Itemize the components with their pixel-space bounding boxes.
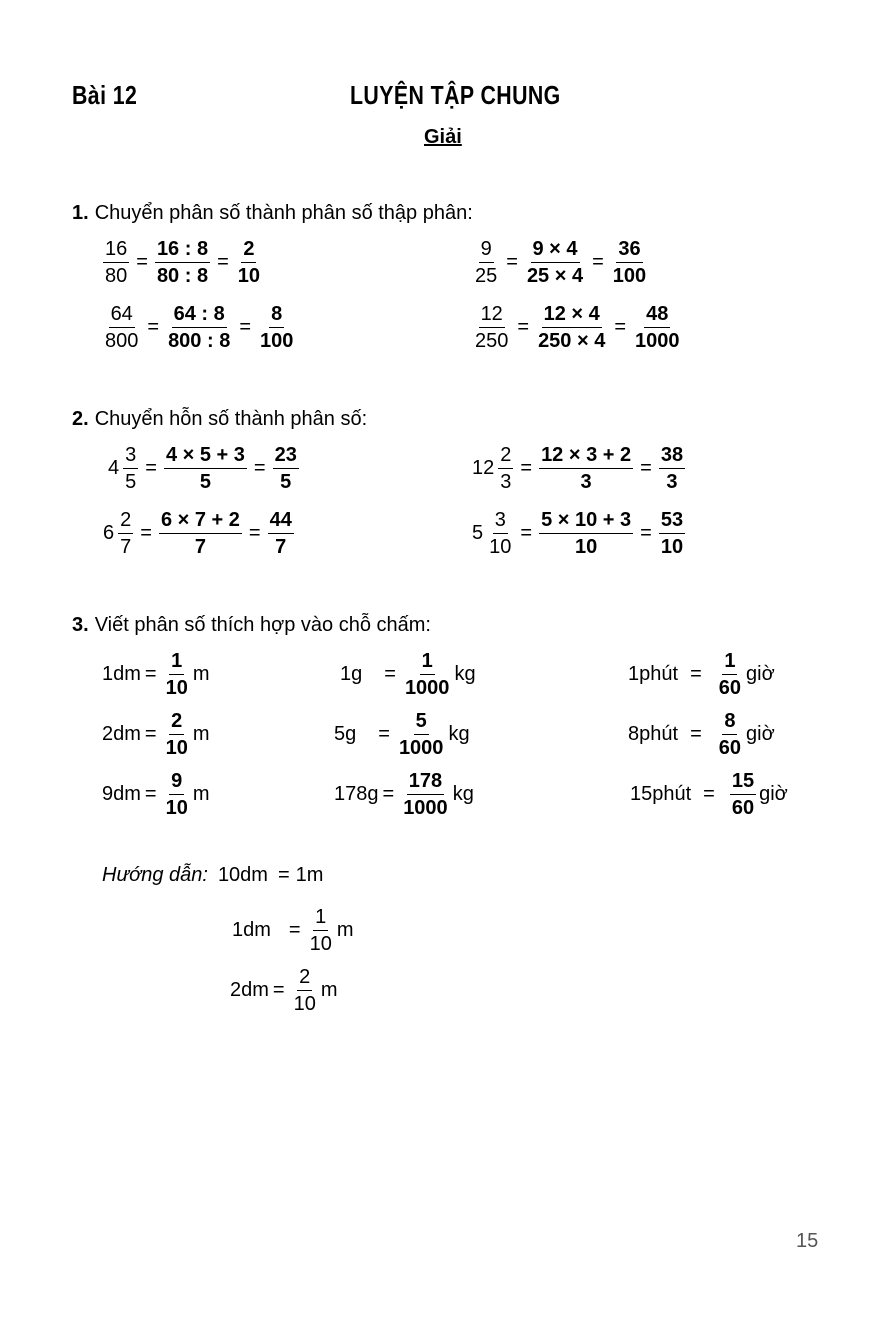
- question-3-number: 3.: [72, 614, 89, 636]
- q3-item: 1dm = $\frac{1}{10}$ m: [102, 650, 210, 699]
- lesson-number: Bài 12: [72, 80, 138, 110]
- fraction: $\frac{2}{3}$: [500, 444, 512, 493]
- fraction: $\frac{178}{1000}$: [403, 770, 448, 819]
- fraction: $\frac{3}{5}$: [125, 444, 137, 493]
- q3-item: 2dm = $\frac{2}{10}$ m: [102, 710, 210, 759]
- section-subtitle: Giải: [424, 126, 462, 148]
- fraction: $\frac{64}{800}$: [105, 303, 139, 352]
- fraction: $\frac{53}{10}$: [660, 509, 684, 558]
- question-1: [72, 202, 473, 225]
- guide-line: Hướng dẫn: 10dm = 1m: [102, 864, 324, 886]
- fraction: $\frac{8}{60}$: [718, 710, 741, 759]
- question-2-number: 2.: [72, 408, 89, 430]
- fraction: $\frac{48}{1000}$: [635, 303, 680, 352]
- q3-item: 178g = $\frac{178}{1000}$ kg: [334, 770, 474, 819]
- q1-equation-2: $\frac{9}{25}$ = $\frac{9 \times 4}{25 \times 4}$ = $\frac{36}{100}$: [475, 238, 647, 287]
- fraction: $\frac{4 \times 5 + 3}{5}$: [165, 444, 245, 493]
- fraction: $\frac{15}{60}$: [731, 770, 755, 819]
- fraction: $\frac{9}{10}$: [165, 770, 188, 819]
- fraction: $\frac{2}{10}$: [237, 238, 261, 287]
- q2-equation-2: 12 $\frac{2}{3}$ = $\frac{12 \times 3 + 2}{3}$ = $\frac{38}{3}$: [472, 444, 684, 493]
- q3-item: 5g = $\frac{5}{1000}$ kg: [334, 710, 470, 759]
- fraction: $\frac{12 \times 4}{250 \times 4}$: [538, 303, 606, 352]
- q2-equation-3: 6 $\frac{2}{7}$ = $\frac{6 \times 7 + 2}{7}$ = $\frac{44}{7}$: [103, 509, 292, 558]
- fraction: $\frac{12}{250}$: [475, 303, 509, 352]
- fraction: $\frac{64 : 8}{800 : 8}$: [168, 303, 231, 352]
- fraction: $\frac{1}{10}$: [309, 906, 332, 955]
- fraction: $\frac{1}{1000}$: [404, 650, 450, 699]
- question-3: [72, 614, 431, 637]
- question-3-text: Viết phân số thích hợp vào chỗ chấm:: [94, 614, 431, 636]
- fraction: $\frac{23}{5}$: [274, 444, 297, 493]
- q3-item: 1phút = $\frac{1}{60}$ giờ: [628, 650, 775, 699]
- fraction: $\frac{12 \times 3 + 2}{3}$: [541, 444, 632, 493]
- fraction: $\frac{36}{100}$: [612, 238, 647, 287]
- fraction: $\frac{2}{7}$: [120, 509, 132, 558]
- fraction: $\frac{9}{25}$: [475, 238, 498, 287]
- fraction: $\frac{44}{7}$: [269, 509, 292, 558]
- question-2-text: Chuyển hỗn số thành phân số:: [94, 408, 368, 430]
- guide-label: Hướng dẫn:: [102, 864, 208, 886]
- fraction: $\frac{2}{10}$: [293, 966, 316, 1015]
- q2-equation-4: 5 $\frac{3}{10}$ = $\frac{5 \times 10 + 3}{10}$ = $\frac{53}{10}$: [472, 509, 684, 558]
- fraction: $\frac{16}{80}$: [105, 238, 128, 287]
- q3-item: 15phút = $\frac{15}{60}$ giờ: [630, 770, 788, 819]
- q3-item: 8phút = $\frac{8}{60}$ giờ: [628, 710, 775, 759]
- q1-equation-4: $\frac{12}{250}$ = $\frac{12 \times 4}{250 \times 4}$ = $\frac{48}{1000}$: [475, 303, 680, 352]
- question-1-text: Chuyển phân số thành phân số thập phân:: [94, 202, 473, 224]
- q1-equation-1: $\frac{16}{80}$ = $\frac{16 : 8}{80 : 8}$ = $\frac{2}{10}$: [105, 238, 261, 287]
- page-number: 15: [796, 1230, 819, 1252]
- question-1-number: 1.: [72, 202, 89, 224]
- fraction: $\frac{5 \times 10 + 3}{10}$: [541, 509, 632, 558]
- q3-item: 9dm = $\frac{9}{10}$ m: [102, 770, 210, 819]
- fraction: $\frac{1}{60}$: [718, 650, 741, 699]
- fraction: $\frac{16 : 8}{80 : 8}$: [156, 238, 209, 287]
- q3-item: 1g = $\frac{1}{1000}$ kg: [340, 650, 476, 699]
- fraction: $\frac{2}{10}$: [165, 710, 188, 759]
- q2-equation-1: 4 $\frac{3}{5}$ = $\frac{4 \times 5 + 3}{5}$ = $\frac{23}{5}$: [108, 444, 297, 493]
- fraction: $\frac{8}{100}$: [260, 303, 294, 352]
- guide-item: 2dm = $\frac{2}{10}$ m: [230, 966, 338, 1015]
- fraction: $\frac{3}{10}$: [489, 509, 512, 558]
- q1-equation-3: $\frac{64}{800}$ = $\frac{64 : 8}{800 : 8}$ = $\frac{8}{100}$: [105, 303, 294, 352]
- page-title: LUYỆN TẬP CHUNG: [350, 80, 561, 110]
- fraction: $\frac{38}{3}$: [660, 444, 684, 493]
- fraction: $\frac{1}{10}$: [165, 650, 188, 699]
- question-2: [72, 408, 367, 431]
- guide-item: 1dm = $\frac{1}{10}$ m: [232, 906, 354, 955]
- fraction: $\frac{9 \times 4}{25 \times 4}$: [526, 238, 584, 287]
- fraction: $\frac{5}{1000}$: [398, 710, 444, 759]
- fraction: $\frac{6 \times 7 + 2}{7}$: [160, 509, 240, 558]
